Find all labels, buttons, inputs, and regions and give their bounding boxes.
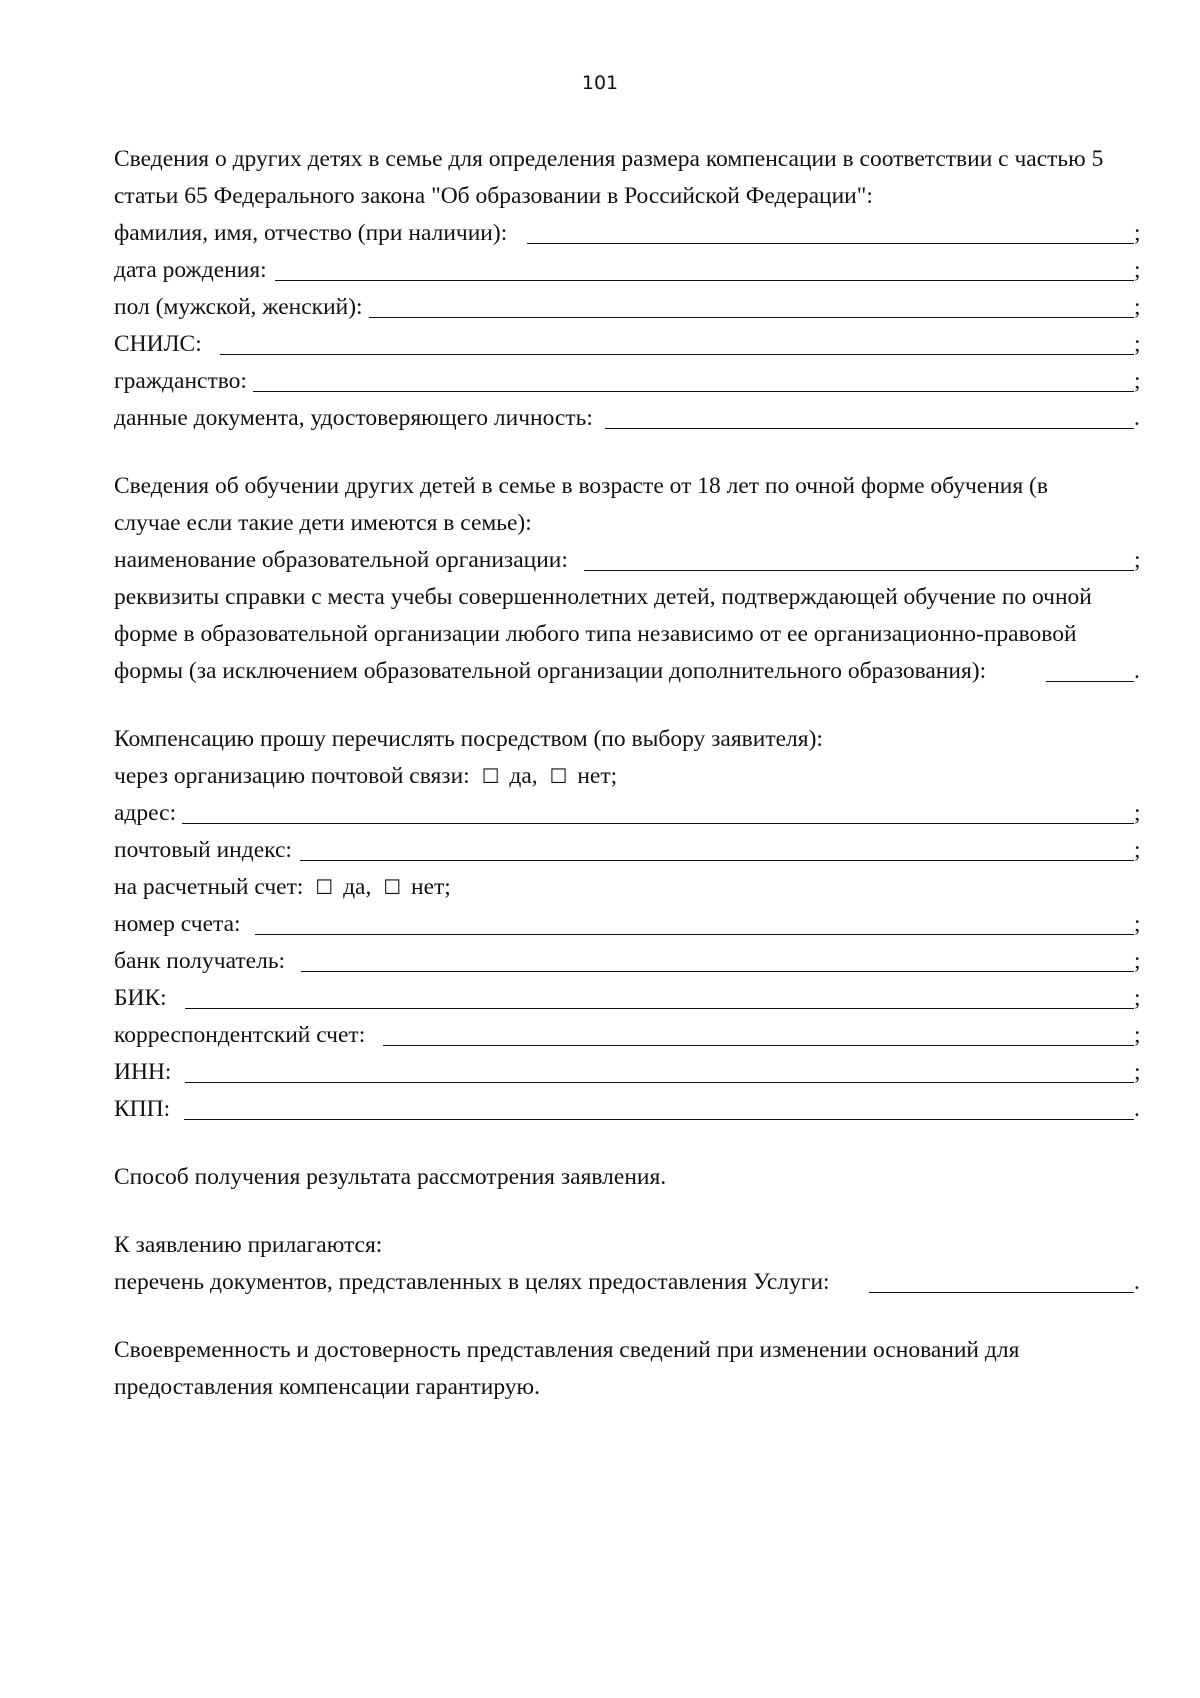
attachments-title: К заявлению прилагаются: [114,1232,383,1258]
field-inn [114,1054,1144,1091]
field-end: . [1134,405,1140,431]
result-method-text: Способ получения результата рассмотрения заявления. [114,1164,667,1190]
field-label: перечень документов, представленных в целях предоставления Услуги: [114,1269,830,1295]
account-option-label: на расчетный счет: [114,874,304,900]
postal-no-checkbox[interactable]: ☐ [549,764,568,788]
yes-label: да, [509,763,538,789]
kpp-input-line[interactable] [184,1095,1134,1120]
field-label: наименование образовательной организации: [114,547,568,573]
field-edu-org [114,542,1144,579]
field-label: адрес: [114,800,177,826]
field-bik [114,980,1144,1017]
field-label: формы (за исключением образовательной организации дополнительного образования): [114,658,987,684]
id-document-input-line[interactable] [605,404,1134,429]
field-end: ; [1134,1022,1141,1048]
field-label: номер счета: [114,911,241,937]
form-content [114,141,1144,1406]
zip-input-line[interactable] [300,836,1134,861]
full-name-input-line[interactable] [527,219,1134,244]
bik-input-line[interactable] [185,984,1134,1009]
field-account-number [114,906,1144,943]
section2-intro-line2: случае если такие дети имеются в семье): [114,510,532,536]
no-label: нет; [411,874,451,900]
account-yes-checkbox[interactable]: ☐ [315,875,334,899]
field-end: ; [1134,257,1141,283]
field-end: ; [1134,800,1141,826]
gender-input-line[interactable] [369,293,1134,318]
field-end: ; [1134,331,1141,357]
field-label: данные документа, удостоверяющего личность: [114,405,593,431]
field-kpp [114,1091,1144,1128]
field-snils [114,326,1144,363]
field-corr-account [114,1017,1144,1054]
field-label: КПП: [114,1096,171,1122]
field-attachments [114,1264,1144,1301]
field-end: ; [1134,547,1141,573]
field-end: ; [1134,1059,1141,1085]
citizenship-input-line[interactable] [253,367,1134,392]
field-end: ; [1134,911,1141,937]
reference-text-line1: реквизиты справки с места учебы совершеннолетних детей, подтверждающей обучение по очной [114,584,1092,610]
field-end: ; [1134,220,1141,246]
postal-option-row [114,758,1144,795]
field-end: . [1134,1096,1140,1122]
section1-intro-line2: статьи 65 Федерального закона "Об образовании в Российской Федерации": [114,183,873,209]
yes-label: да, [343,874,372,900]
account-no-checkbox[interactable]: ☐ [383,875,402,899]
field-gender [114,289,1144,326]
page-number: 101 [581,72,619,94]
section1-intro-line1: Сведения о других детях в семье для определения размера компенсации в соответствии с частью 5 [114,146,1104,172]
field-citizenship [114,363,1144,400]
field-label: корреспондентский счет: [114,1022,366,1048]
account-number-input-line[interactable] [255,910,1134,935]
edu-org-input-line[interactable] [584,546,1134,571]
field-label: фамилия, имя, отчество (при наличии): [114,220,508,246]
field-end: . [1134,658,1140,684]
field-full-name [114,215,1144,252]
birth-date-input-line[interactable] [275,256,1134,281]
bank-input-line[interactable] [301,947,1134,972]
field-label: дата рождения: [114,257,267,283]
section3-intro: Компенсацию прошу перечислять посредством (по выбору заявителя): [114,726,823,752]
field-end: . [1134,1269,1140,1295]
guarantee-line2: предоставления компенсации гарантирую. [114,1374,540,1400]
field-zip [114,832,1144,869]
field-label: почтовый индекс: [114,837,292,863]
field-address [114,795,1144,832]
field-end: ; [1134,948,1141,974]
field-label: гражданство: [114,368,247,394]
guarantee-line1: Своевременность и достоверность представления сведений при изменении оснований для [114,1337,1020,1363]
field-label: СНИЛС: [114,331,202,357]
field-id-document [114,400,1144,437]
field-label: банк получатель: [114,948,286,974]
field-end: ; [1134,837,1141,863]
postal-yes-checkbox[interactable]: ☐ [481,764,500,788]
corr-account-input-line[interactable] [383,1021,1134,1046]
field-end: ; [1134,294,1141,320]
field-label: ИНН: [114,1059,172,1085]
snils-input-line[interactable] [220,330,1134,355]
section2-intro-line1: Сведения об обучении других детей в семье в возрасте от 18 лет по очной форме обучения (в [114,473,1048,499]
inn-input-line[interactable] [185,1058,1134,1083]
no-label: нет; [577,763,618,789]
field-label: пол (мужской, женский): [114,294,363,320]
field-end: ; [1134,985,1141,1011]
postal-option-label: через организацию почтовой связи: [114,763,470,789]
field-reference-details [114,653,1144,690]
field-end: ; [1134,368,1141,394]
attachments-input-line[interactable] [869,1268,1134,1293]
reference-text-line2: форме в образовательной организации любого типа независимо от ее организационно-правовой [114,621,1077,647]
field-birth-date [114,252,1144,289]
account-option-row [114,869,1144,906]
reference-details-input-line[interactable] [1046,657,1134,682]
field-label: БИК: [114,985,167,1011]
field-bank [114,943,1144,980]
address-input-line[interactable] [182,799,1134,824]
